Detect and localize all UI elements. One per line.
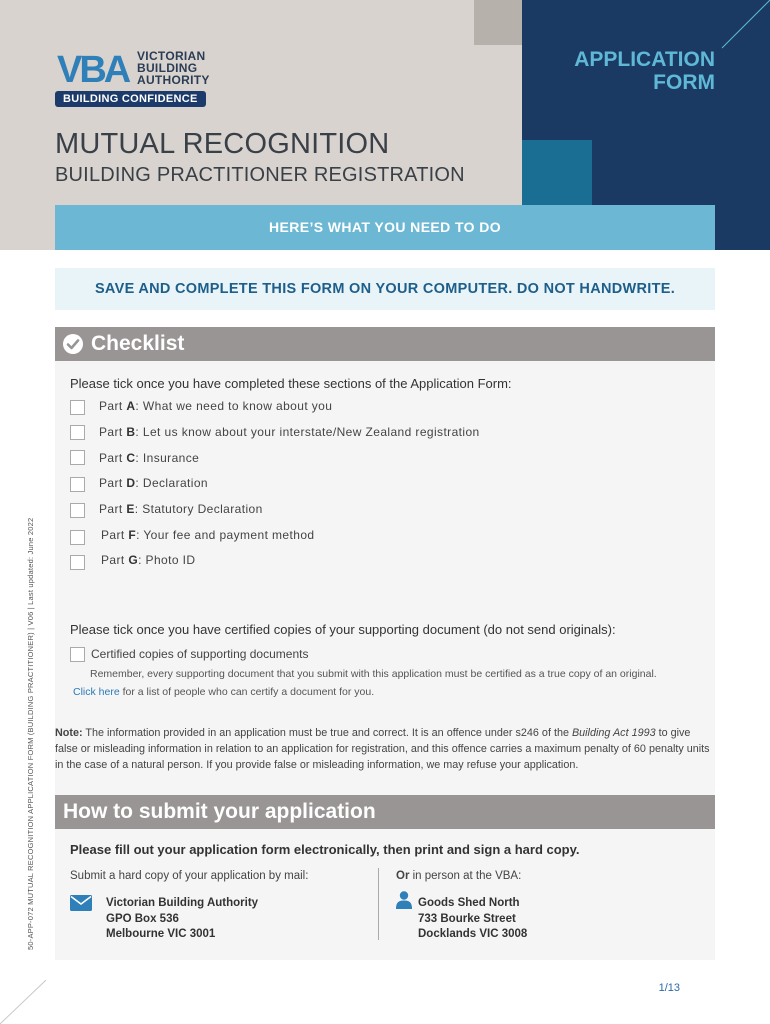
checklist-heading: Checklist [91, 332, 185, 355]
in-person-heading: Or in person at the VBA: [396, 870, 522, 882]
svg-text:VBA: VBA [57, 49, 129, 88]
save-notice: SAVE AND COMPLETE THIS FORM ON YOUR COMPUTER. DO NOT HANDWRITE. [55, 268, 715, 310]
header-teal-square [522, 140, 592, 205]
click-here-link[interactable]: Click here [73, 686, 120, 698]
submit-instruction: Please fill out your application form electronically, then print and sign a hard copy. [70, 842, 580, 857]
legal-note: Note: The information provided in an application must be true and correct. It is an offence under s246 of the Building Act 1993 to give false or misleading information in relation to an application for registration, and this offence carries a maximum penalty of 60 penalty units in the case of a natural person. If you provide false or misleading information, we may refuse your application. [55, 727, 710, 771]
certified-copies-label: Certified copies of supporting documents [91, 647, 309, 661]
checklist-item-part-c: Part C: Insurance [99, 451, 200, 465]
instructions-banner: HERE’S WHAT YOU NEED TO DO [55, 205, 715, 250]
page-number: 1/13 [658, 982, 680, 994]
submit-heading-bar [55, 795, 715, 829]
documents-instruction: Please tick once you have certified copies of your supporting document (do not send originals): [70, 622, 616, 637]
checklist-item-part-a: Part A: What we need to know about you [99, 399, 333, 413]
column-divider [378, 868, 379, 940]
vba-logo-mark [55, 46, 135, 88]
corner-decoration [0, 980, 46, 1024]
envelope-icon [70, 895, 92, 911]
in-person-address: Goods Shed North 733 Bourke Street Docklands VIC 3008 [418, 897, 528, 940]
certified-copies-remember: Remember, every supporting document that you submit with this application must be certified as a true copy of an original. [90, 668, 657, 680]
header-diagonal-line [720, 0, 770, 50]
checklist-item-part-b: Part B: Let us know about your interstate/New Zealand registration [99, 425, 480, 439]
logo-badge: BUILDING CONFIDENCE [55, 91, 206, 107]
application-form-label: APPLICATION FORM [574, 48, 715, 94]
checkbox-part-d[interactable] [70, 477, 85, 492]
checklist-item-part-e: Part E: Statutory Declaration [99, 502, 263, 516]
mail-heading: Submit a hard copy of your application by mail: [70, 870, 309, 882]
form-reference-side-text: 50-APP-072 MUTUAL RECOGNITION APPLICATION FORM (BUILDING PRACTITIONER) | V06 | Last updated: June 2022 [26, 517, 35, 950]
page-title: MUTUAL RECOGNITION [55, 128, 390, 160]
checkbox-part-c[interactable] [70, 450, 85, 465]
checkbox-part-f[interactable] [70, 530, 85, 545]
checklist-item-part-d: Part D: Declaration [99, 476, 208, 490]
vba-logo [55, 46, 215, 112]
checklist-instruction: Please tick once you have completed these sections of the Application Form: [70, 376, 512, 391]
checkmark-circle-icon [63, 334, 83, 354]
certify-info-line: Click here for a list of people who can certify a document for you. [73, 686, 375, 698]
header-notch [474, 0, 522, 45]
checkbox-part-g[interactable] [70, 555, 85, 570]
checklist-heading-bar [55, 327, 715, 361]
checkbox-part-a[interactable] [70, 400, 85, 415]
checklist-item-part-f: Part F: Your fee and payment method [101, 528, 315, 542]
page-subtitle: BUILDING PRACTITIONER REGISTRATION [55, 164, 465, 186]
mail-address: Victorian Building Authority GPO Box 536 Melbourne VIC 3001 [106, 897, 259, 940]
submit-heading: How to submit your application [63, 800, 376, 823]
checkbox-part-e[interactable] [70, 503, 85, 518]
checkbox-certified-copies[interactable] [70, 647, 85, 662]
logo-wordmark: VICTORIAN BUILDING AUTHORITY [137, 49, 210, 87]
person-icon [396, 891, 412, 909]
checkbox-part-b[interactable] [70, 425, 85, 440]
checklist-item-part-g: Part G: Photo ID [101, 553, 196, 567]
